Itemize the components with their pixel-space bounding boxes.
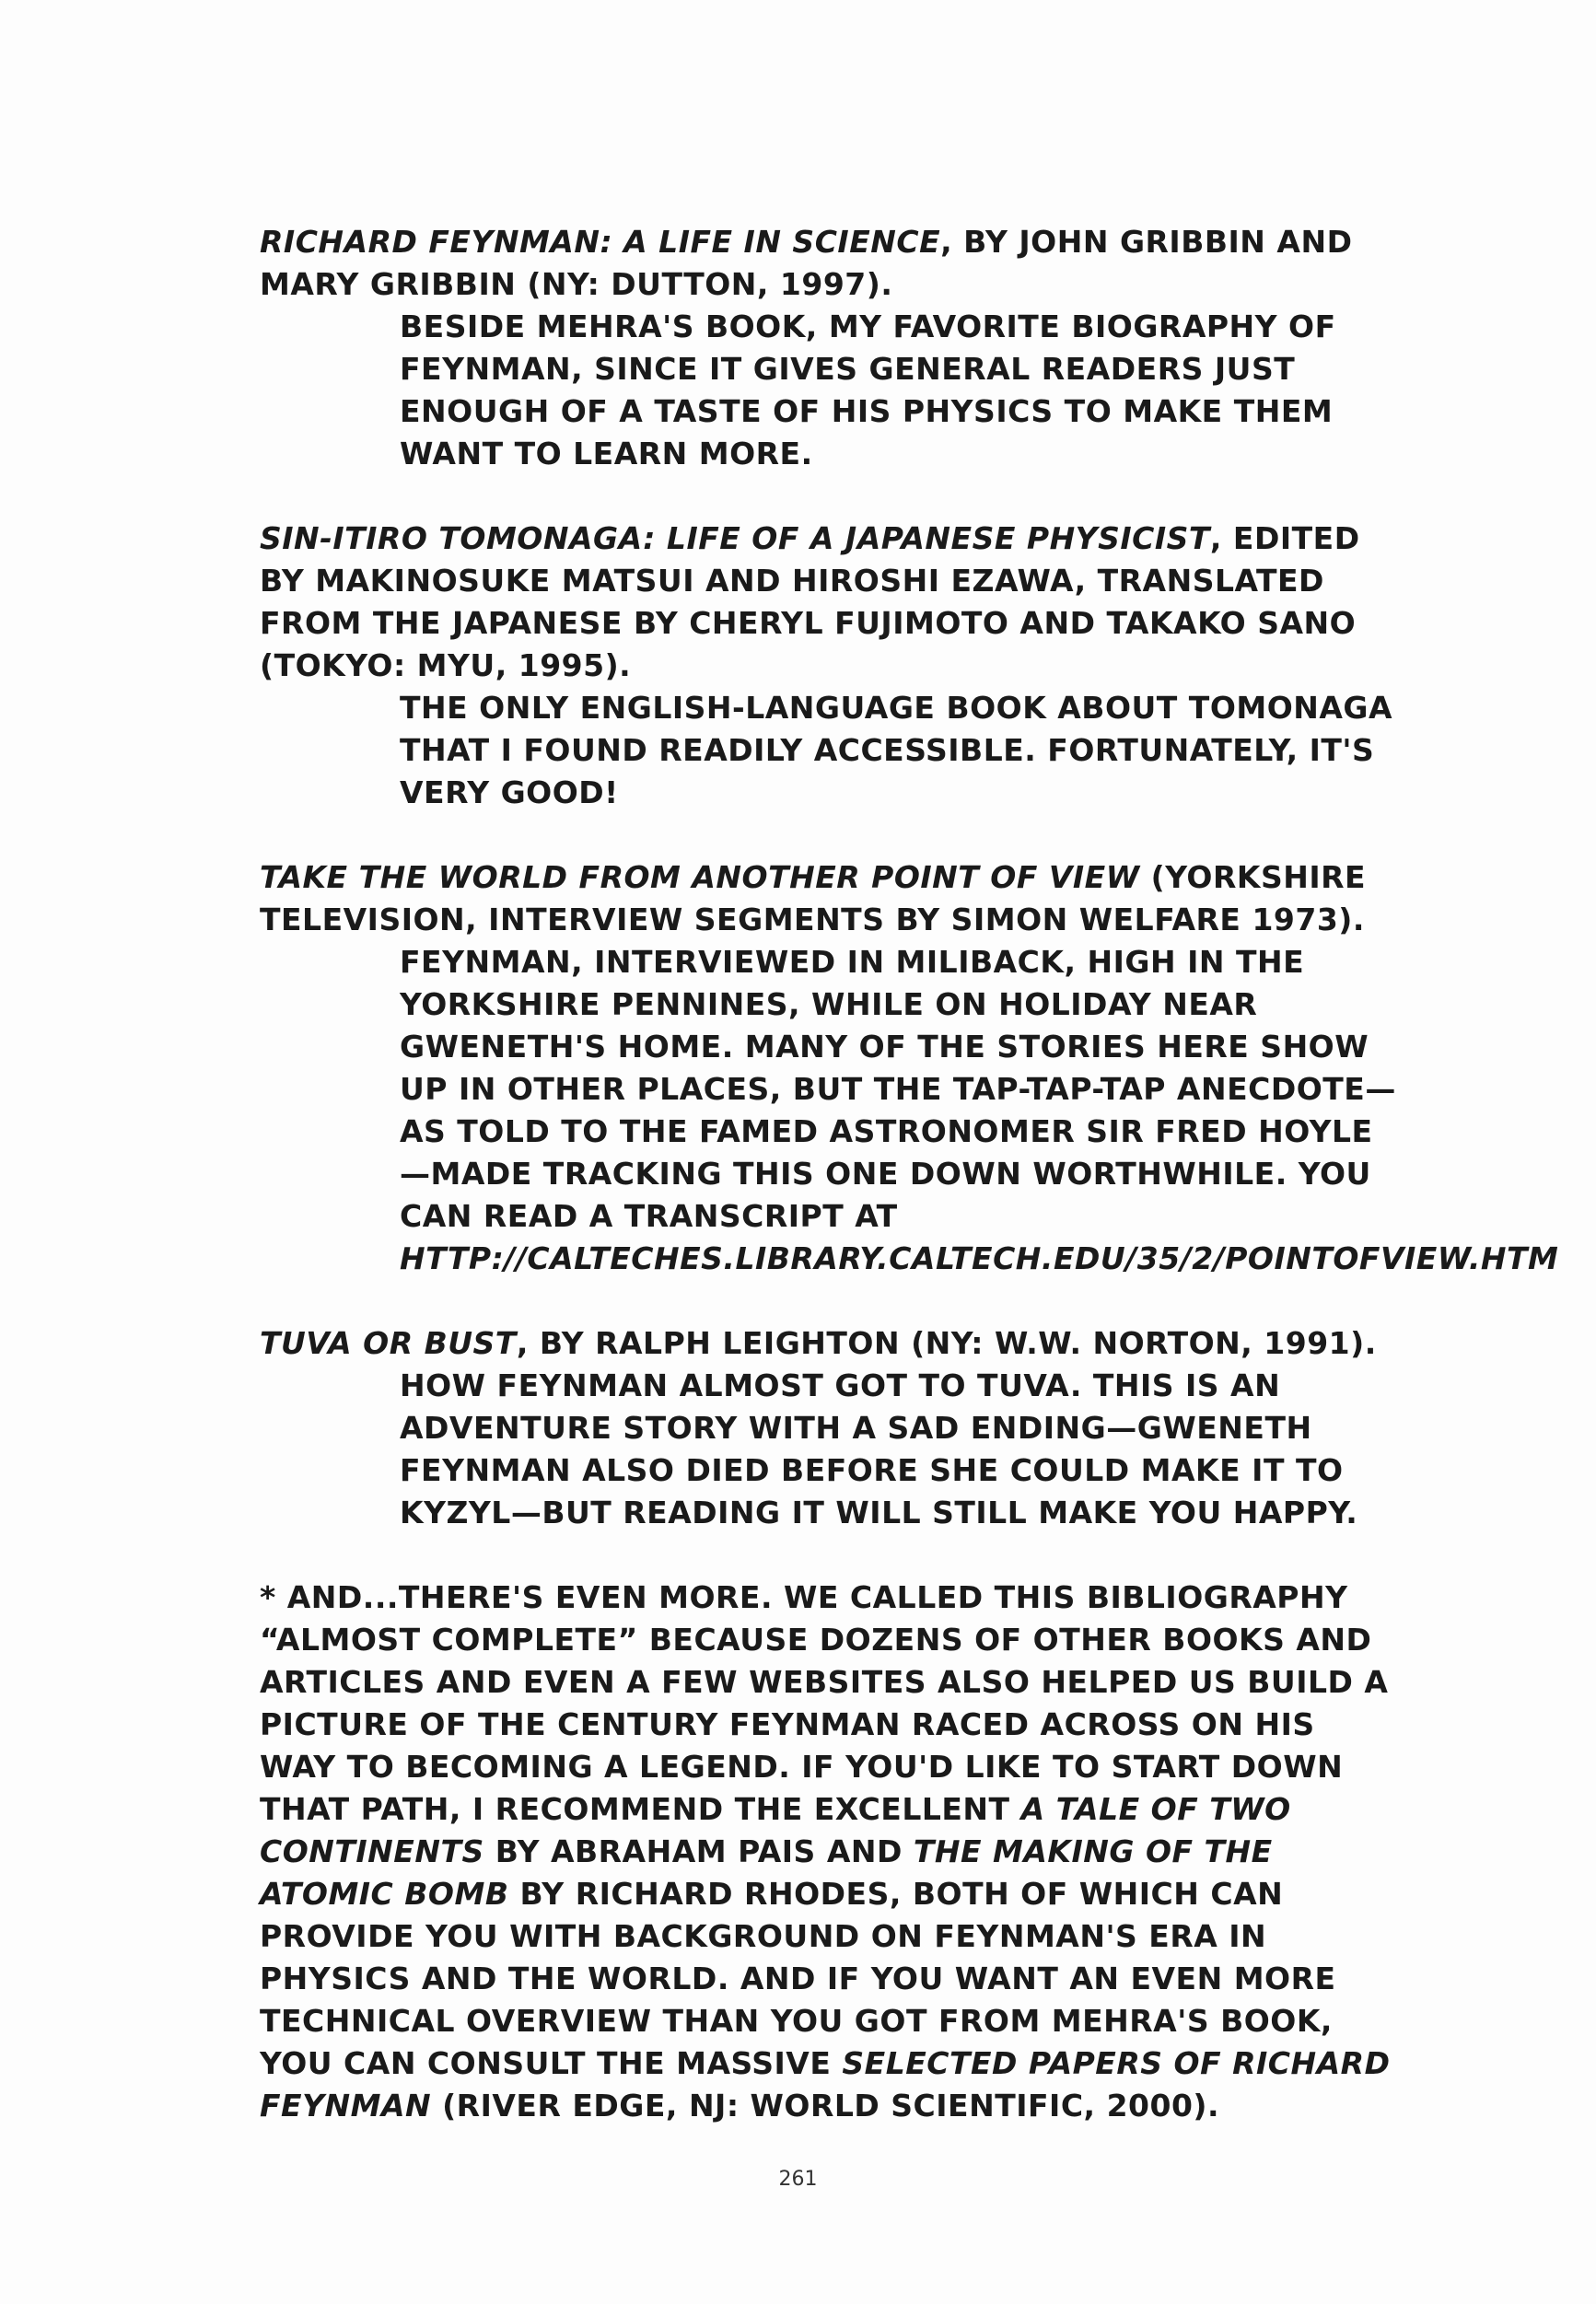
citation (260, 518, 1402, 687)
bibliography-entry (260, 221, 1402, 475)
book-title: SIN-ITIRO TOMONAGA: LIFE OF A JAPANESE PHYSICIST (260, 520, 1210, 556)
page-number: 261 (778, 2168, 818, 2191)
bibliography-entry (260, 856, 1559, 1280)
annotation: HOW FEYNMAN ALMOST GOT TO TUVA. THIS IS AN ADVENTURE STORY WITH A SAD ENDING—GWENETH FEYNMAN ALSO DIED BEFORE SHE COULD MAKE IT TO KYZYL—BUT READING IT WILL STILL MAKE YOU HAPPY. (400, 1367, 1358, 1530)
citation (260, 856, 1402, 941)
book-title: THE MAKING OF THE ATOMIC BOMB (260, 1833, 1273, 1912)
book-title: A TALE OF TWO CONTINENTS (260, 1791, 1291, 1869)
closing-text: BY ABRAHAM PAIS AND (483, 1833, 914, 1869)
citation (260, 1322, 1402, 1365)
annotation: THE ONLY ENGLISH-LANGUAGE BOOK ABOUT TOMONAGA THAT I FOUND READILY ACCESSIBLE. FORTUNATELY, IT'S VERY GOOD! (400, 690, 1393, 810)
annotation: BESIDE MEHRA'S BOOK, MY FAVORITE BIOGRAPHY OF FEYNMAN, SINCE IT GIVES GENERAL READERS JUST ENOUGH OF A TASTE OF HIS PHYSICS TO MAKE THEM WANT TO LEARN MORE. (400, 308, 1336, 471)
closing-text: (RIVER EDGE, NJ: WORLD SCIENTIFIC, 2000). (431, 2088, 1220, 2124)
book-title: SELECTED PAPERS OF RICHARD FEYNMAN (260, 2045, 1391, 2124)
citation-details: , BY JOHN GRIBBIN AND MARY GRIBBIN (NY: DUTTON, 1997). (260, 224, 1353, 302)
citation-details: (YORKSHIRE TELEVISION, INTERVIEW SEGMENTS BY SIMON WELFARE 1973). (260, 859, 1367, 937)
annotation (400, 941, 1559, 1280)
citation-details: , EDITED BY MAKINOSUKE MATSUI AND HIROSHI EZAWA, TRANSLATED FROM THE JAPANESE BY CHERYL FUJIMOTO AND TAKAKO SANO (TOKYO: MYU, 1995). (260, 520, 1360, 683)
bibliography-entry (260, 518, 1402, 814)
closing-text: * AND...THERE'S EVEN MORE. WE CALLED THIS BIBLIOGRAPHY “ALMOST COMPLETE” BECAUSE DOZENS OF OTHER BOOKS AND ARTICLES AND EVEN A FEW WEBSITES ALSO HELPED US BUILD A PICTURE OF THE CENTURY FEYNMAN RACED ACROSS ON HIS WAY TO BECOMING A LEGEND. IF YOU'D LIKE TO START DOWN THAT PATH, I RECOMMEND THE EXCELLENT (260, 1579, 1389, 1827)
closing-text: BY RICHARD RHODES, BOTH OF WHICH CAN PROVIDE YOU WITH BACKGROUND ON FEYNMAN'S ERA IN PHYSICS AND THE WORLD. AND IF YOU WANT AN EVEN MORE TECHNICAL OVERVIEW THAN YOU GOT FROM MEHRA'S BOOK, YOU CAN CONSULT THE MASSIVE (260, 1876, 1336, 2081)
bibliography-entry (260, 1322, 1402, 1534)
closing-paragraph (260, 1577, 1402, 2127)
book-title: TUVA OR BUST (260, 1325, 517, 1361)
book-title: RICHARD FEYNMAN: A LIFE IN SCIENCE (260, 224, 941, 260)
citation (260, 221, 1402, 306)
citation-details: , BY RALPH LEIGHTON (NY: W.W. NORTON, 1991). (516, 1325, 1377, 1361)
program-title: TAKE THE WORLD FROM ANOTHER POINT OF VIEW (260, 859, 1140, 895)
transcript-link[interactable]: HTTP://CALTECHES.LIBRARY.CALTECH.EDU/35/2/POINTOFVIEW.HTM (400, 1240, 1559, 1276)
bibliography-content (260, 221, 1559, 2127)
annotation-text: FEYNMAN, INTERVIEWED IN MILIBACK, HIGH IN THE YORKSHIRE PENNINES, WHILE ON HOLIDAY NEAR GWENETH'S HOME. MANY OF THE STORIES HERE SHOW UP IN OTHER PLACES, BUT THE TAP-TAP-TAP ANECDOTE—AS TOLD TO THE FAMED ASTRONOMER SIR FRED HOYLE—MADE TRACKING THIS ONE DOWN WORTHWHILE. YOU CAN READ A TRANSCRIPT AT (400, 944, 1396, 1234)
